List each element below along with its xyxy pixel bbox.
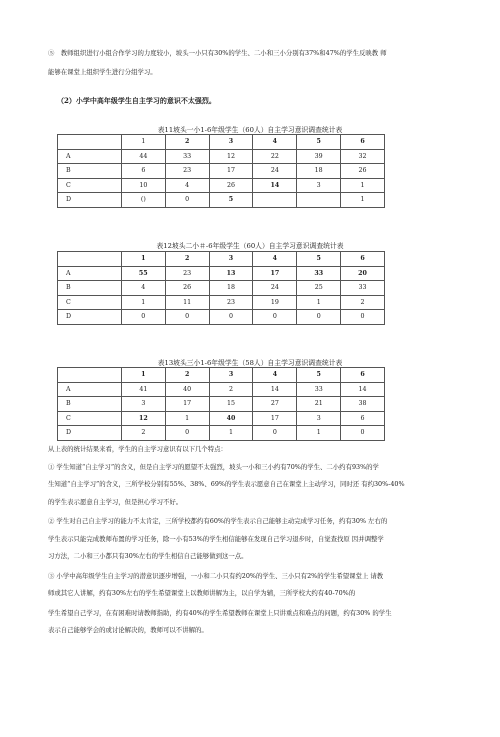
point-2-line: 习方法，二小和三小都只有30%左右的学生相信自己能够做到这一点。 bbox=[48, 552, 248, 560]
row-label-cell: D bbox=[58, 310, 122, 325]
intro-paragraph bbox=[48, 48, 468, 78]
table-cell: 2 bbox=[165, 368, 209, 383]
table-row bbox=[58, 310, 385, 325]
intro-line-2: 能够在课堂上组织学生进行分组学习。 bbox=[48, 67, 157, 76]
table-cell: 2 bbox=[121, 426, 165, 441]
table-cell: 12 bbox=[209, 149, 253, 164]
point-3-line: ③ 小学中高年级学生自主学习的潜意识逐步增强，一小和二小只有约20%的学生、三小只有2%的学生希望课堂上 请教 bbox=[48, 571, 384, 580]
table-cell: 24 bbox=[253, 164, 297, 179]
table-cell: 1 bbox=[209, 426, 253, 441]
table-cell: 4 bbox=[165, 178, 209, 193]
row-label-cell: D bbox=[58, 426, 122, 441]
table-cell: 23 bbox=[209, 295, 253, 310]
table-cell: 33 bbox=[297, 266, 341, 281]
table-cell: 5 bbox=[297, 135, 341, 150]
table-cell: 23 bbox=[165, 266, 209, 281]
table-cell: 2 bbox=[165, 135, 209, 150]
row-label-cell: A bbox=[58, 266, 122, 281]
table-cell: 6 bbox=[341, 411, 385, 426]
table-cell: 25 bbox=[297, 281, 341, 296]
table-cell: 18 bbox=[297, 164, 341, 179]
table-cell: 22 bbox=[253, 149, 297, 164]
table-cell: 0 bbox=[341, 310, 385, 325]
table-cell: 26 bbox=[165, 281, 209, 296]
table-cell: 15 bbox=[209, 397, 253, 412]
table-cell: 12 bbox=[121, 411, 165, 426]
table-cell bbox=[297, 193, 341, 208]
row-label-cell: A bbox=[58, 382, 122, 397]
point-1-line: 的学生表示愿意自主学习，但是担心学习不好。 bbox=[48, 497, 183, 506]
table-caption: 表11坡头一小1-6年级学生（60人）自主学习意识调查统计表 bbox=[157, 126, 343, 134]
table-cell: 1 bbox=[341, 193, 385, 208]
table-cell: 5 bbox=[297, 368, 341, 383]
intro-line-1: ⑤ 教师组织进行小组合作学习的力度较小，坡头一小只有30%的学生、二小和三小分别有37%和47%的学生反映教 师 bbox=[48, 49, 387, 57]
table-cell: 41 bbox=[121, 382, 165, 397]
section-heading: （2）小学中高年级学生自主学习的意识不太强烈。 bbox=[57, 96, 216, 105]
table-cell: 6 bbox=[341, 252, 385, 267]
table-cell: 14 bbox=[341, 382, 385, 397]
table-cell: 4 bbox=[253, 135, 297, 150]
table-cell: 3 bbox=[209, 135, 253, 150]
table-row bbox=[58, 426, 385, 441]
table-cell: 44 bbox=[121, 149, 165, 164]
table-cell: 6 bbox=[341, 135, 385, 150]
table-cell: 11 bbox=[165, 295, 209, 310]
table-cell: 18 bbox=[209, 281, 253, 296]
table-cell: 6 bbox=[341, 368, 385, 383]
row-label-cell: B bbox=[58, 397, 122, 412]
table-row bbox=[58, 266, 385, 281]
table-cell: 0 bbox=[165, 426, 209, 441]
table-cell: 40 bbox=[209, 411, 253, 426]
table-cell: 2 bbox=[341, 295, 385, 310]
table-cell: 4 bbox=[121, 281, 165, 296]
row-label-cell: B bbox=[58, 164, 122, 179]
row-label-cell: C bbox=[58, 411, 122, 426]
row-label-cell bbox=[58, 135, 122, 150]
table-cell: 17 bbox=[253, 411, 297, 426]
row-label-cell: B bbox=[58, 281, 122, 296]
table-header-row bbox=[58, 252, 385, 267]
table-row bbox=[58, 295, 385, 310]
point-2-line: ② 学生对自己自主学习的能力不太肯定，三所学校都约有60%的学生表示自己能够主动完成学习任务，约有30% 左右的 bbox=[48, 517, 388, 525]
row-label-cell: C bbox=[58, 295, 122, 310]
table-cell: 5 bbox=[209, 193, 253, 208]
table-cell: 1 bbox=[165, 411, 209, 426]
table-cell: () bbox=[121, 193, 165, 208]
point-3-line: 师或其它人讲解，约有30%左右的学生希望课堂上以教师讲解为主，以自学为辅，三所学校大约有40-70%的 bbox=[48, 589, 356, 597]
survey-table bbox=[57, 367, 385, 441]
table-cell: 14 bbox=[253, 382, 297, 397]
table-cell: 2 bbox=[165, 252, 209, 267]
table-cell: 38 bbox=[341, 397, 385, 412]
table-cell: 2 bbox=[209, 382, 253, 397]
table-cell: 21 bbox=[297, 397, 341, 412]
table-cell: 3 bbox=[297, 411, 341, 426]
table-cell: 1 bbox=[121, 252, 165, 267]
table-cell: 1 bbox=[121, 368, 165, 383]
table-cell: 0 bbox=[121, 310, 165, 325]
table-caption: 表13坡头三小1-6年级学生（58人）自主学习意识调查统计表 bbox=[157, 359, 343, 367]
analysis-section bbox=[48, 444, 468, 637]
table-cell: 0 bbox=[253, 426, 297, 441]
table-cell: 33 bbox=[297, 382, 341, 397]
table-cell: 17 bbox=[253, 266, 297, 281]
table-header-row bbox=[58, 135, 385, 150]
table-row bbox=[58, 382, 385, 397]
row-label-cell: A bbox=[58, 149, 122, 164]
table-cell: 26 bbox=[341, 164, 385, 179]
table-cell: 19 bbox=[253, 295, 297, 310]
table-cell: 40 bbox=[165, 382, 209, 397]
table-cell bbox=[253, 193, 297, 208]
table-cell: 24 bbox=[253, 281, 297, 296]
table-cell: 1 bbox=[297, 426, 341, 441]
table-cell: 13 bbox=[209, 266, 253, 281]
point-2-line: 学生表示只能完成教师布置的学习任务，除一小有53%的学生相信能够在发现自己学习退步时，自觉查找原 因并调整学 bbox=[48, 534, 384, 543]
table-cell: 26 bbox=[209, 178, 253, 193]
point-1-line: ① 学生知道“自主学习”的含义，但是自主学习的愿望不太强烈，坡头一小和三小约有70%的学生、二小约有93%的学 bbox=[48, 462, 379, 471]
table-cell: 4 bbox=[253, 368, 297, 383]
table-cell: 32 bbox=[341, 149, 385, 164]
row-label-cell bbox=[58, 252, 122, 267]
table-row bbox=[58, 411, 385, 426]
table-cell: 39 bbox=[297, 149, 341, 164]
table-cell: 0 bbox=[209, 310, 253, 325]
table-row bbox=[58, 149, 385, 164]
point-1-line: 生知道“自主学习”的含义，三所学校分别有55%、38%、69%的学生表示愿意自己在课堂上主动学习，同时还 有约30%-40% bbox=[48, 480, 405, 488]
table-cell: 3 bbox=[209, 252, 253, 267]
table-row bbox=[58, 178, 385, 193]
table-cell: 1 bbox=[297, 295, 341, 310]
analysis-intro: 从上表的统计结果来看，学生的自主学习意识有以下几个特点： bbox=[48, 445, 227, 453]
table-cell: 23 bbox=[165, 164, 209, 179]
point-4-line: 表示自己能够学会的或讨论解决的，教师可以不讲解的。 bbox=[48, 626, 208, 634]
table-cell: 10 bbox=[121, 178, 165, 193]
table-cell: 33 bbox=[165, 149, 209, 164]
table-row bbox=[58, 397, 385, 412]
table-cell: 55 bbox=[121, 266, 165, 281]
table-row bbox=[58, 164, 385, 179]
table-cell: 1 bbox=[121, 295, 165, 310]
survey-table bbox=[57, 251, 385, 325]
table-cell: 6 bbox=[121, 164, 165, 179]
table-cell: 33 bbox=[341, 281, 385, 296]
table-cell: 1 bbox=[341, 178, 385, 193]
table-row bbox=[58, 193, 385, 208]
table-header-row bbox=[58, 368, 385, 383]
table-cell: 3 bbox=[209, 368, 253, 383]
table-cell: 5 bbox=[297, 252, 341, 267]
table-cell: 1 bbox=[121, 135, 165, 150]
table-cell: 0 bbox=[297, 310, 341, 325]
table-cell: 3 bbox=[297, 178, 341, 193]
table-cell: 20 bbox=[341, 266, 385, 281]
table-cell: 17 bbox=[209, 164, 253, 179]
table-cell: 0 bbox=[165, 310, 209, 325]
table-caption: 表12坡头二小＃-6年级学生（60人）自主学习意识调查统计表 bbox=[156, 242, 344, 250]
survey-table bbox=[57, 134, 385, 208]
table-cell: 0 bbox=[165, 193, 209, 208]
table-cell: 3 bbox=[121, 397, 165, 412]
table-cell: 27 bbox=[253, 397, 297, 412]
table-cell: 14 bbox=[253, 178, 297, 193]
row-label-cell bbox=[58, 368, 122, 383]
table-cell: 4 bbox=[253, 252, 297, 267]
row-label-cell: C bbox=[58, 178, 122, 193]
table-cell: 0 bbox=[253, 310, 297, 325]
table-row bbox=[58, 281, 385, 296]
table-cell: 17 bbox=[165, 397, 209, 412]
table-cell: 0 bbox=[341, 426, 385, 441]
row-label-cell: D bbox=[58, 193, 122, 208]
point-4-line: 学生希望自己学习，在有困难时请教师指助，约有40%的学生希望教师在课堂上只讲重点和难点的问题，约有30% 的学生 bbox=[48, 608, 392, 617]
